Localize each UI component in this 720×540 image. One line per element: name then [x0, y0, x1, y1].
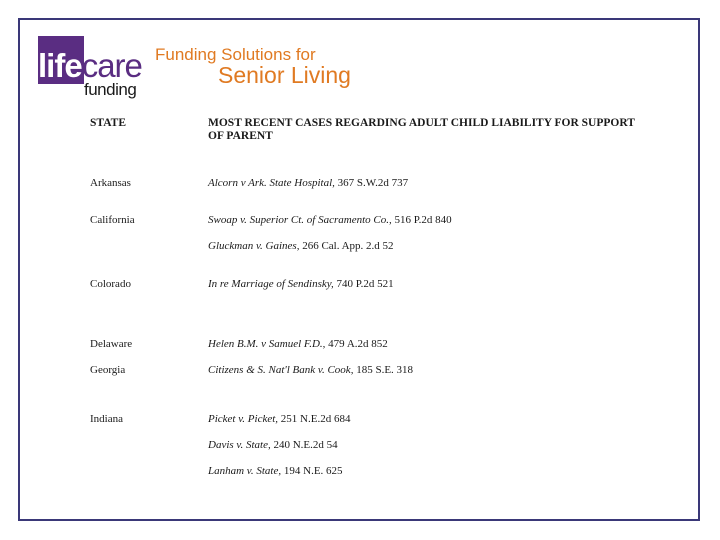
tagline-line2: Senior Living [218, 62, 351, 88]
logo-life-text: life [38, 47, 82, 84]
column-header-state: STATE [90, 117, 127, 129]
case-name: Picket v. Picket, [208, 413, 279, 425]
state-california: California [90, 214, 135, 226]
logo-funding-text: funding [84, 80, 137, 99]
case-citation [208, 214, 452, 226]
case-name: Swoap v. Superior Ct. of Sacramento Co., [208, 214, 392, 226]
tagline-line1: Funding Solutions for [155, 45, 316, 64]
case-cite: 516 P.2d 840 [391, 214, 452, 226]
state-delaware: Delaware [90, 338, 133, 350]
case-name: Lanham v. State, [208, 465, 282, 477]
case-citation [208, 338, 388, 350]
case-cite: 367 S.W.2d 737 [334, 177, 409, 189]
case-citation [208, 240, 394, 252]
case-cite: 185 S.E. 318 [353, 364, 414, 376]
case-cite: 740 P.2d 521 [333, 278, 394, 290]
state-arkansas: Arkansas [90, 177, 131, 189]
case-citation [208, 465, 343, 477]
case-citation [208, 278, 394, 290]
case-citation [208, 177, 408, 189]
state-georgia: Georgia [90, 364, 126, 376]
case-cite: 240 N.E.2d 54 [270, 439, 338, 451]
case-cite: 266 Cal. App. 2.d 52 [299, 240, 394, 252]
case-name: Davis v. State, [208, 439, 271, 451]
case-citation [208, 439, 338, 451]
case-citation [208, 364, 413, 376]
logo-care-text: care [81, 47, 142, 84]
state-colorado: Colorado [90, 278, 131, 290]
case-citation [208, 413, 350, 425]
case-name: In re Marriage of Sendinsky, [208, 278, 334, 290]
state-indiana: Indiana [90, 413, 123, 425]
case-name: Citizens & S. Nat'l Bank v. Cook, [208, 364, 354, 376]
case-cite: 194 N.E. 625 [281, 465, 343, 477]
case-cite: 251 N.E.2d 684 [278, 413, 351, 425]
case-name: Helen B.M. v Samuel F.D., [208, 338, 326, 350]
column-header-cases: MOST RECENT CASES REGARDING ADULT CHILD LIABILITY FOR SUPPORT OF PARENT [208, 117, 635, 142]
case-name: Alcorn v Ark. State Hospital, [208, 177, 335, 189]
case-name: Gluckman v. Gaines, [208, 240, 300, 252]
case-cite: 479 A.2d 852 [325, 338, 388, 350]
